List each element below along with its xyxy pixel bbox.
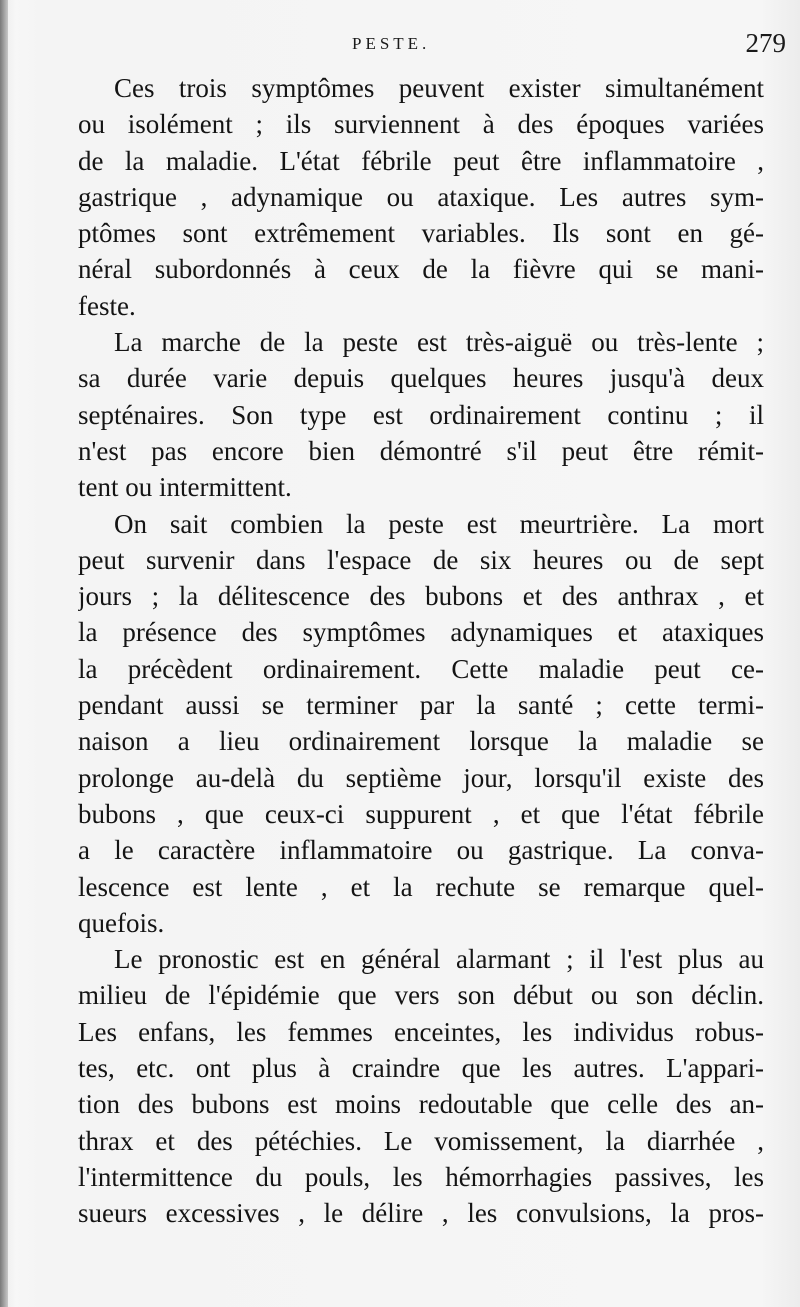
- paragraph-1: [78, 70, 764, 324]
- text-line: peut survenir dans l'espace de six heures ou de sept: [78, 544, 764, 575]
- page-gutter-shadow: [0, 0, 8, 1307]
- body-text: [78, 70, 764, 1232]
- text-line: bubons , que ceux-ci suppurent , et que l'état fébrile: [78, 798, 764, 829]
- text-line: l'intermittence du pouls, les hémorrhagies passives, les: [78, 1161, 764, 1192]
- text-line: gastrique , adynamique ou ataxique. Les autres sym-: [78, 181, 764, 212]
- text-line: de la maladie. L'état fébrile peut être inflammatoire ,: [78, 145, 764, 176]
- text-line: Le pronostic est en général alarmant ; il l'est plus au: [114, 944, 764, 975]
- text-line: naison a lieu ordinairement lorsque la maladie se: [78, 726, 764, 757]
- text-line: tes, etc. ont plus à craindre que les autres. L'appari-: [78, 1053, 764, 1084]
- text-line: prolonge au-delà du septième jour, lorsqu'il existe des: [78, 762, 764, 793]
- page-header: [0, 28, 800, 68]
- text-line: a le caractère inflammatoire ou gastrique. La conva-: [78, 835, 764, 866]
- text-line: tent ou intermittent.: [78, 472, 292, 503]
- text-line: Les enfans, les femmes enceintes, les individus robus-: [78, 1016, 764, 1047]
- page-number: 279: [745, 28, 786, 58]
- text-line: milieu de l'épidémie que vers son début ou son déclin.: [78, 980, 764, 1011]
- text-line: néral subordonnés à ceux de la fièvre qui se mani-: [78, 254, 764, 285]
- text-line: sa durée varie depuis quelques heures jusqu'à deux: [78, 363, 764, 394]
- running-head: PESTE.: [352, 34, 431, 53]
- text-line: pendant aussi se terminer par la santé ; cette termi-: [78, 690, 764, 721]
- text-line: quefois.: [78, 907, 165, 938]
- paragraph-4: [78, 941, 764, 1231]
- text-line: la présence des symptômes adynamiques et ataxiques: [78, 617, 764, 648]
- paragraph-3: [78, 506, 764, 942]
- text-line: jours ; la délitescence des bubons et des anthrax , et: [78, 581, 764, 612]
- text-line: feste.: [78, 290, 136, 321]
- text-line: On sait combien la peste est meurtrière. La mort: [114, 508, 764, 539]
- text-line: sueurs excessives , le délire , les convulsions, la pros-: [78, 1198, 764, 1229]
- text-line: n'est pas encore bien démontré s'il peut être rémit-: [78, 435, 764, 466]
- text-line: ou isolément ; ils surviennent à des époques variées: [78, 109, 764, 140]
- text-line: tion des bubons est moins redoutable que celle des an-: [78, 1089, 764, 1120]
- text-line: septénaires. Son type est ordinairement continu ; il: [78, 399, 764, 430]
- text-line: la précèdent ordinairement. Cette maladie peut ce-: [78, 653, 764, 684]
- text-line: ptômes sont extrêmement variables. Ils sont en gé-: [78, 218, 764, 249]
- text-line: thrax et des pétéchies. Le vomissement, la diarrhée ,: [78, 1125, 764, 1156]
- text-line: Ces trois symptômes peuvent exister simultanément: [114, 73, 764, 103]
- paragraph-2: [78, 324, 764, 505]
- text-line: lescence est lente , et la rechute se remarque quel-: [78, 871, 764, 902]
- text-line: La marche de la peste est très-aiguë ou très-lente ;: [114, 327, 764, 358]
